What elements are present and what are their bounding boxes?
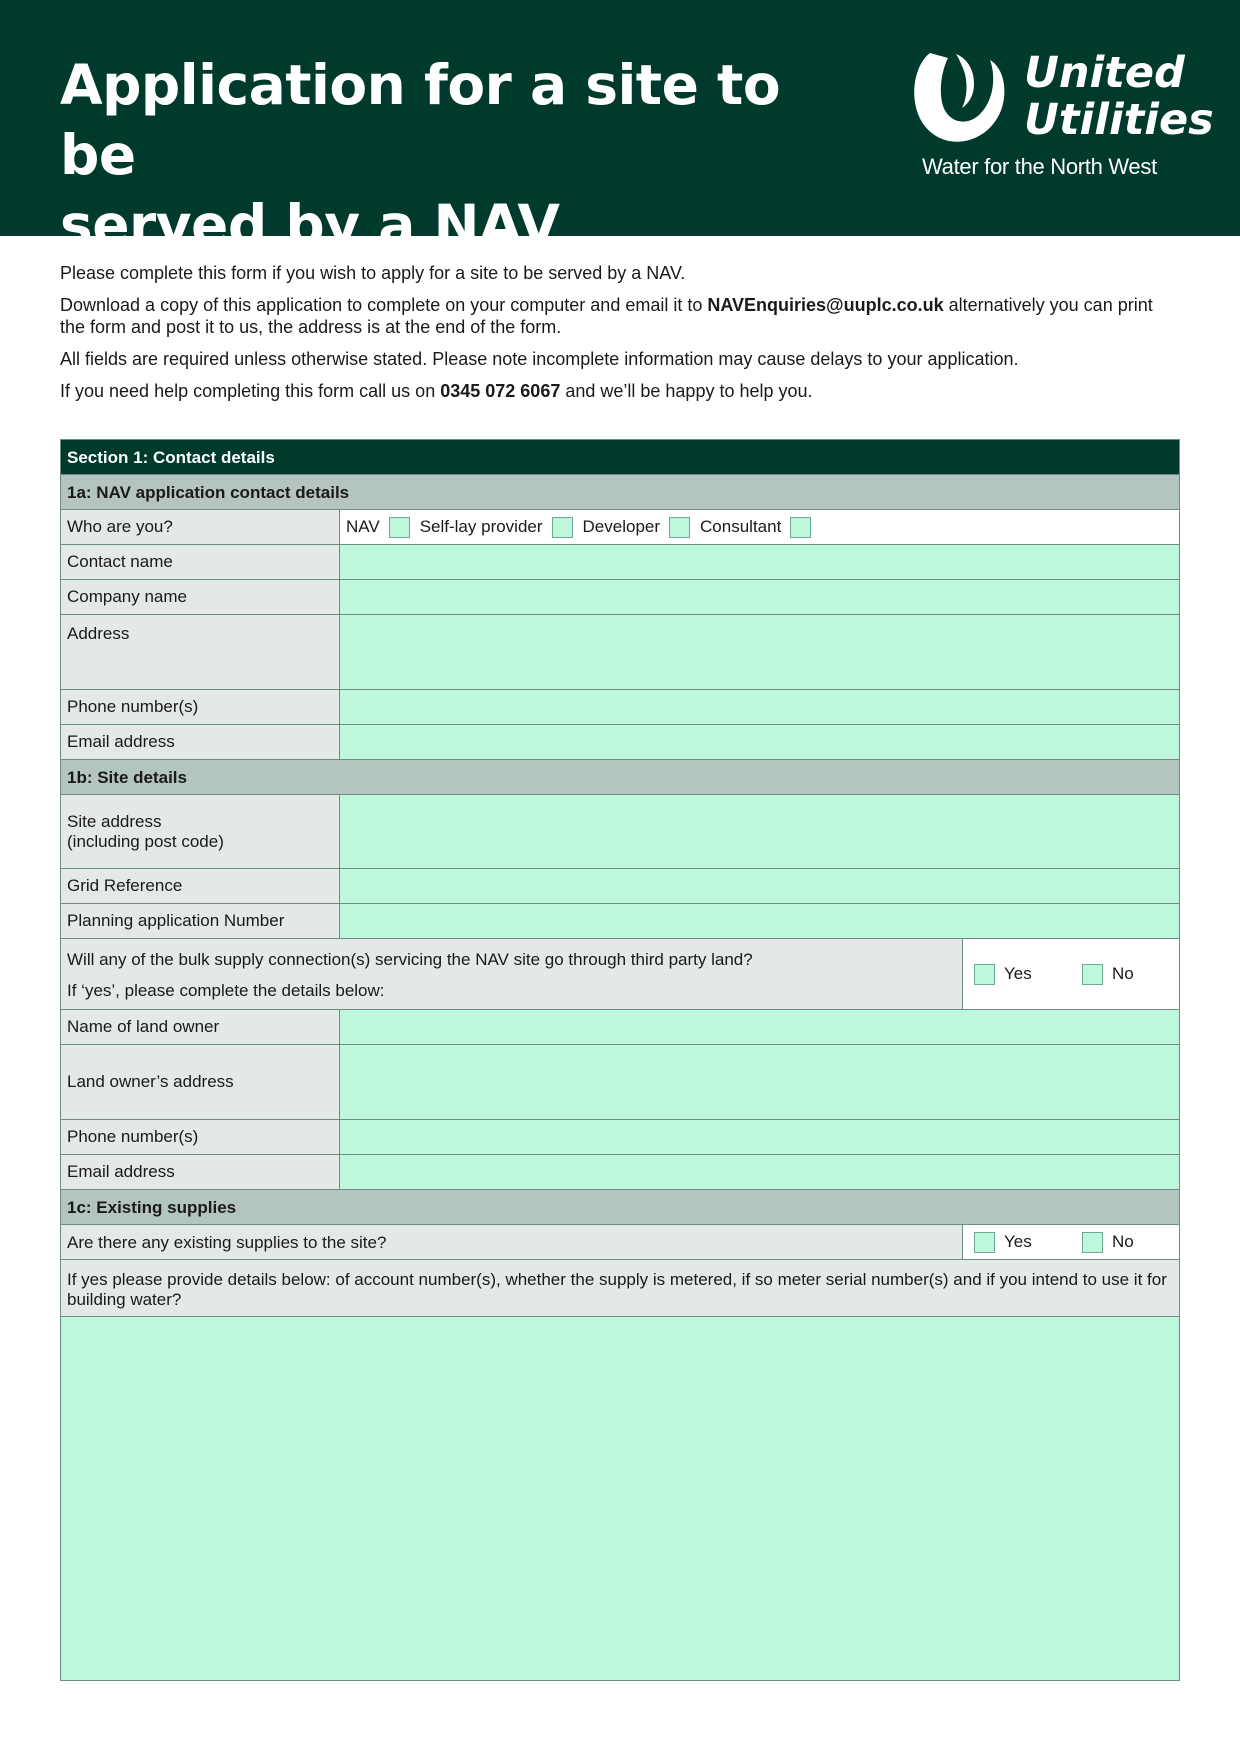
page-header [0, 0, 1240, 257]
grid-reference-label: Grid Reference [61, 869, 340, 903]
intro-paragraph-3: All fields are required unless otherwise stated. Please note incomplete information may cause delays to your application. [60, 349, 1019, 369]
company-name-label: Company name [61, 580, 340, 614]
land-owner-name-row [61, 1010, 1179, 1045]
contact-email-link[interactable]: NAVEnquiries@uuplc.co.uk [707, 295, 944, 315]
united-utilities-logo [908, 48, 1214, 188]
land-owner-name-field[interactable] [340, 1010, 1179, 1044]
third-party-yes-label: Yes [1004, 964, 1032, 983]
intro-paragraph-1: Please complete this form if you wish to apply for a site to be served by a NAV. [60, 263, 686, 283]
existing-details-field[interactable] [61, 1317, 1179, 1680]
land-owner-phone-label: Phone number(s) [61, 1120, 340, 1154]
logo-wordmark [1024, 48, 1214, 145]
land-owner-email-field[interactable] [340, 1155, 1179, 1189]
intro-p4-text: If you need help completing this form call us on [60, 381, 441, 401]
third-party-land-row [61, 939, 1179, 1010]
united-utilities-u-icon [908, 48, 1018, 148]
page-title [60, 50, 820, 260]
section-1a-header: 1a: NAV application contact details [61, 475, 1179, 510]
existing-supplies-question: Are there any existing supplies to the site? [61, 1225, 963, 1259]
who-are-you-options [340, 510, 1179, 544]
logo-wordmark-line-1: United [1024, 48, 1185, 98]
intro-text [60, 262, 1180, 412]
site-address-label [61, 795, 340, 868]
grid-reference-row [61, 869, 1179, 904]
option-developer [583, 517, 691, 538]
site-address-row [61, 795, 1179, 869]
land-owner-name-label: Name of land owner [61, 1010, 340, 1044]
existing-no-label: No [1112, 1232, 1134, 1251]
existing-no-option [1082, 1232, 1134, 1253]
logo-tagline: Water for the North West [922, 154, 1157, 179]
intro-p2-text-after: alternatively you can print the form and post it to us, the address is at the end of the form. [60, 295, 1153, 337]
third-party-no-option [1082, 964, 1134, 985]
contact-name-field[interactable] [340, 545, 1179, 579]
land-owner-address-row [61, 1045, 1179, 1120]
phone-row [61, 690, 1179, 725]
existing-yes-label: Yes [1004, 1232, 1032, 1251]
planning-number-field[interactable] [340, 904, 1179, 938]
third-party-yes-checkbox[interactable] [974, 964, 995, 985]
email-field[interactable] [340, 725, 1179, 759]
existing-yes-option [974, 1232, 1082, 1253]
address-label: Address [61, 615, 340, 689]
intro-paragraph-4 [60, 380, 1180, 402]
intro-p4-text-after: and we’ll be happy to help you. [560, 381, 813, 401]
section-1c-header: 1c: Existing supplies [61, 1190, 1179, 1225]
planning-number-label: Planning application Number [61, 904, 340, 938]
logo-wordmark-line-2: Utilities [1024, 95, 1214, 145]
third-party-land-question [61, 939, 963, 1009]
email-row [61, 725, 1179, 760]
third-party-yes-option [974, 964, 1082, 985]
option-consultant-label: Consultant [700, 517, 782, 536]
contact-name-row [61, 545, 1179, 580]
third-party-no-label: No [1112, 964, 1134, 983]
third-party-land-question-line-1: Will any of the bulk supply connection(s) servicing the NAV site go through third party land? [67, 950, 753, 969]
who-are-you-row [61, 510, 1179, 545]
option-consultant [700, 517, 811, 538]
grid-reference-field[interactable] [340, 869, 1179, 903]
application-form [60, 439, 1180, 1681]
existing-supplies-answer [963, 1225, 1179, 1259]
site-address-field[interactable] [340, 795, 1179, 868]
land-owner-phone-field[interactable] [340, 1120, 1179, 1154]
planning-number-row [61, 904, 1179, 939]
who-are-you-label: Who are you? [61, 510, 340, 544]
consultant-checkbox[interactable] [790, 517, 811, 538]
intro-p2-text: Download a copy of this application to complete on your computer and email it to [60, 295, 708, 315]
existing-yes-checkbox[interactable] [974, 1232, 995, 1253]
company-name-row [61, 580, 1179, 615]
option-nav-label: NAV [346, 517, 380, 536]
land-owner-address-label: Land owner’s address [61, 1045, 340, 1119]
self-lay-provider-checkbox[interactable] [552, 517, 573, 538]
site-address-label-line-2: (including post code) [67, 831, 224, 851]
land-owner-email-row [61, 1155, 1179, 1190]
email-label: Email address [61, 725, 340, 759]
address-field[interactable] [340, 615, 1179, 689]
section-1b-header: 1b: Site details [61, 760, 1179, 795]
option-developer-label: Developer [582, 517, 661, 536]
existing-details-question: If yes please provide details below: of account number(s), whether the supply is metered, if so meter serial number(s) and if you intend to use it for building water? [61, 1260, 1179, 1316]
land-owner-phone-row [61, 1120, 1179, 1155]
option-self-lay-provider [420, 517, 573, 538]
company-name-field[interactable] [340, 580, 1179, 614]
option-self-lay-provider-label: Self-lay provider [419, 517, 543, 536]
site-address-label-line-1: Site address [67, 811, 162, 831]
page-title-line-2: served by a NAV [60, 193, 560, 257]
developer-checkbox[interactable] [669, 517, 690, 538]
third-party-land-question-line-2: If ‘yes’, please complete the details below: [67, 981, 385, 1000]
existing-details-row [61, 1317, 1179, 1680]
nav-checkbox[interactable] [389, 517, 410, 538]
existing-no-checkbox[interactable] [1082, 1232, 1103, 1253]
phone-field[interactable] [340, 690, 1179, 724]
phone-label: Phone number(s) [61, 690, 340, 724]
contact-name-label: Contact name [61, 545, 340, 579]
intro-paragraph-2 [60, 294, 1180, 338]
help-phone-number: 0345 072 6067 [440, 381, 561, 401]
section-1-header: Section 1: Contact details [61, 440, 1179, 475]
third-party-no-checkbox[interactable] [1082, 964, 1103, 985]
existing-details-question-row [61, 1260, 1179, 1317]
page-title-line-1: Application for a site to be [60, 53, 781, 187]
option-nav [346, 517, 410, 538]
existing-supplies-row [61, 1225, 1179, 1260]
third-party-land-answer [963, 939, 1179, 1009]
land-owner-email-label: Email address [61, 1155, 340, 1189]
address-row [61, 615, 1179, 690]
land-owner-address-field[interactable] [340, 1045, 1179, 1119]
